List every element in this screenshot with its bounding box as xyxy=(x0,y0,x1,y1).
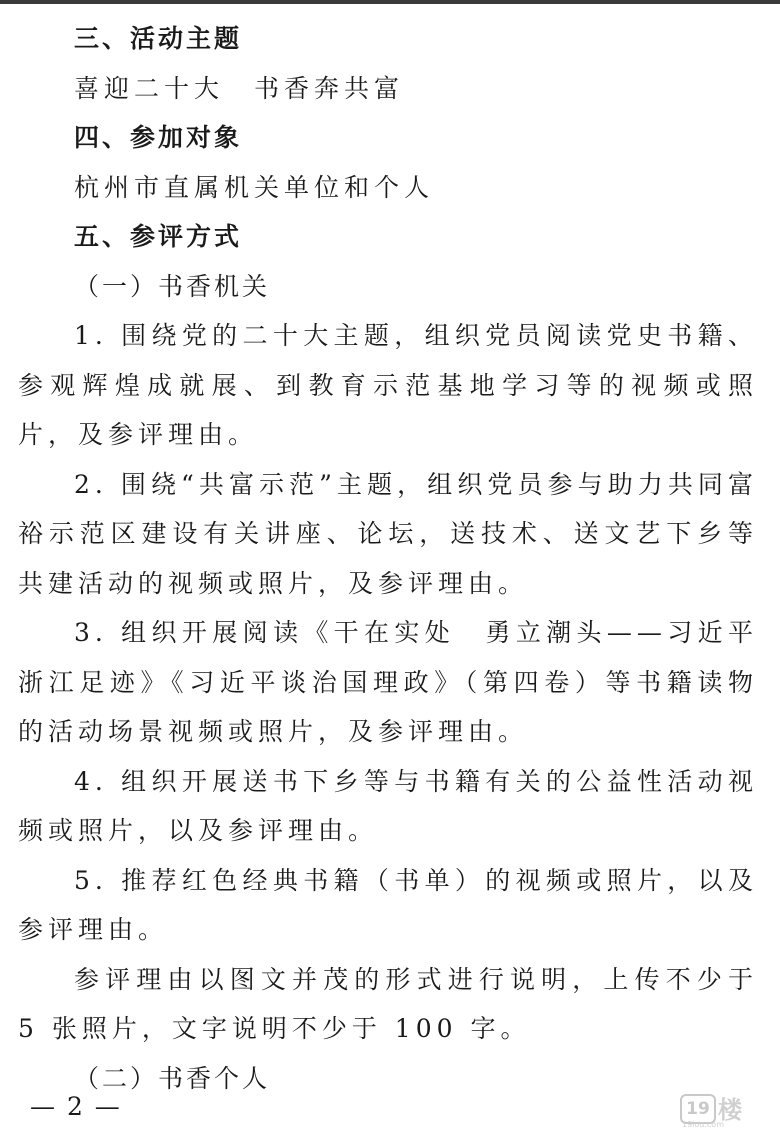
top-border xyxy=(0,0,780,4)
list-item xyxy=(18,311,758,460)
document-page xyxy=(18,14,758,1103)
list-item xyxy=(18,460,758,609)
item-5-text: 5. 推荐红色经典书籍（书单）的视频或照片，以及参评理由。 xyxy=(18,865,758,944)
section-4-heading: 四、参加对象 xyxy=(74,123,243,152)
subsection-2-heading: （二）书香个人 xyxy=(74,1063,271,1093)
subsection-1-heading: （一）书香机关 xyxy=(74,271,271,301)
section-5-heading: 五、参评方式 xyxy=(74,222,243,251)
item-4-text: 4. 组织开展送书下乡等与书籍有关的公益性活动视频或照片，以及参评理由。 xyxy=(18,766,758,845)
section-3-heading: 三、活动主题 xyxy=(74,24,243,53)
item-1-text: 1. 围绕党的二十大主题，组织党员阅读党史书籍、参观辉煌成就展、到教育示范基地学习等的视频或照片，及参评理由。 xyxy=(18,321,758,449)
list-item xyxy=(18,608,758,757)
list-item xyxy=(18,856,758,955)
watermark-logo xyxy=(680,1090,760,1129)
watermark-badge: 19 xyxy=(680,1094,716,1124)
section-4-text: 杭州市直属机关单位和个人 xyxy=(74,172,435,202)
watermark-text: 楼 xyxy=(718,1096,742,1124)
note-text: 参评理由以图文并茂的形式进行说明，上传不少于 5 张照片，文字说明不少于 100 字。 xyxy=(18,964,758,1043)
item-3-text: 3. 组织开展阅读《干在实处 勇立潮头——习近平浙江足迹》《习近平谈治国理政》（第四卷）等书籍读物的活动场景视频或照片，及参评理由。 xyxy=(18,618,758,746)
section-3-text: 喜迎二十大 书香奔共富 xyxy=(74,73,405,103)
page-number: — 2 — xyxy=(30,1092,122,1121)
item-2-text: 2. 围绕“共富示范”主题，组织党员参与助力共同富裕示范区建设有关讲座、论坛，送技术、送文艺下乡等共建活动的视频或照片，及参评理由。 xyxy=(18,469,758,598)
watermark-url: 19lou.com xyxy=(682,1120,724,1129)
list-item xyxy=(18,757,758,856)
note-paragraph xyxy=(18,955,758,1054)
